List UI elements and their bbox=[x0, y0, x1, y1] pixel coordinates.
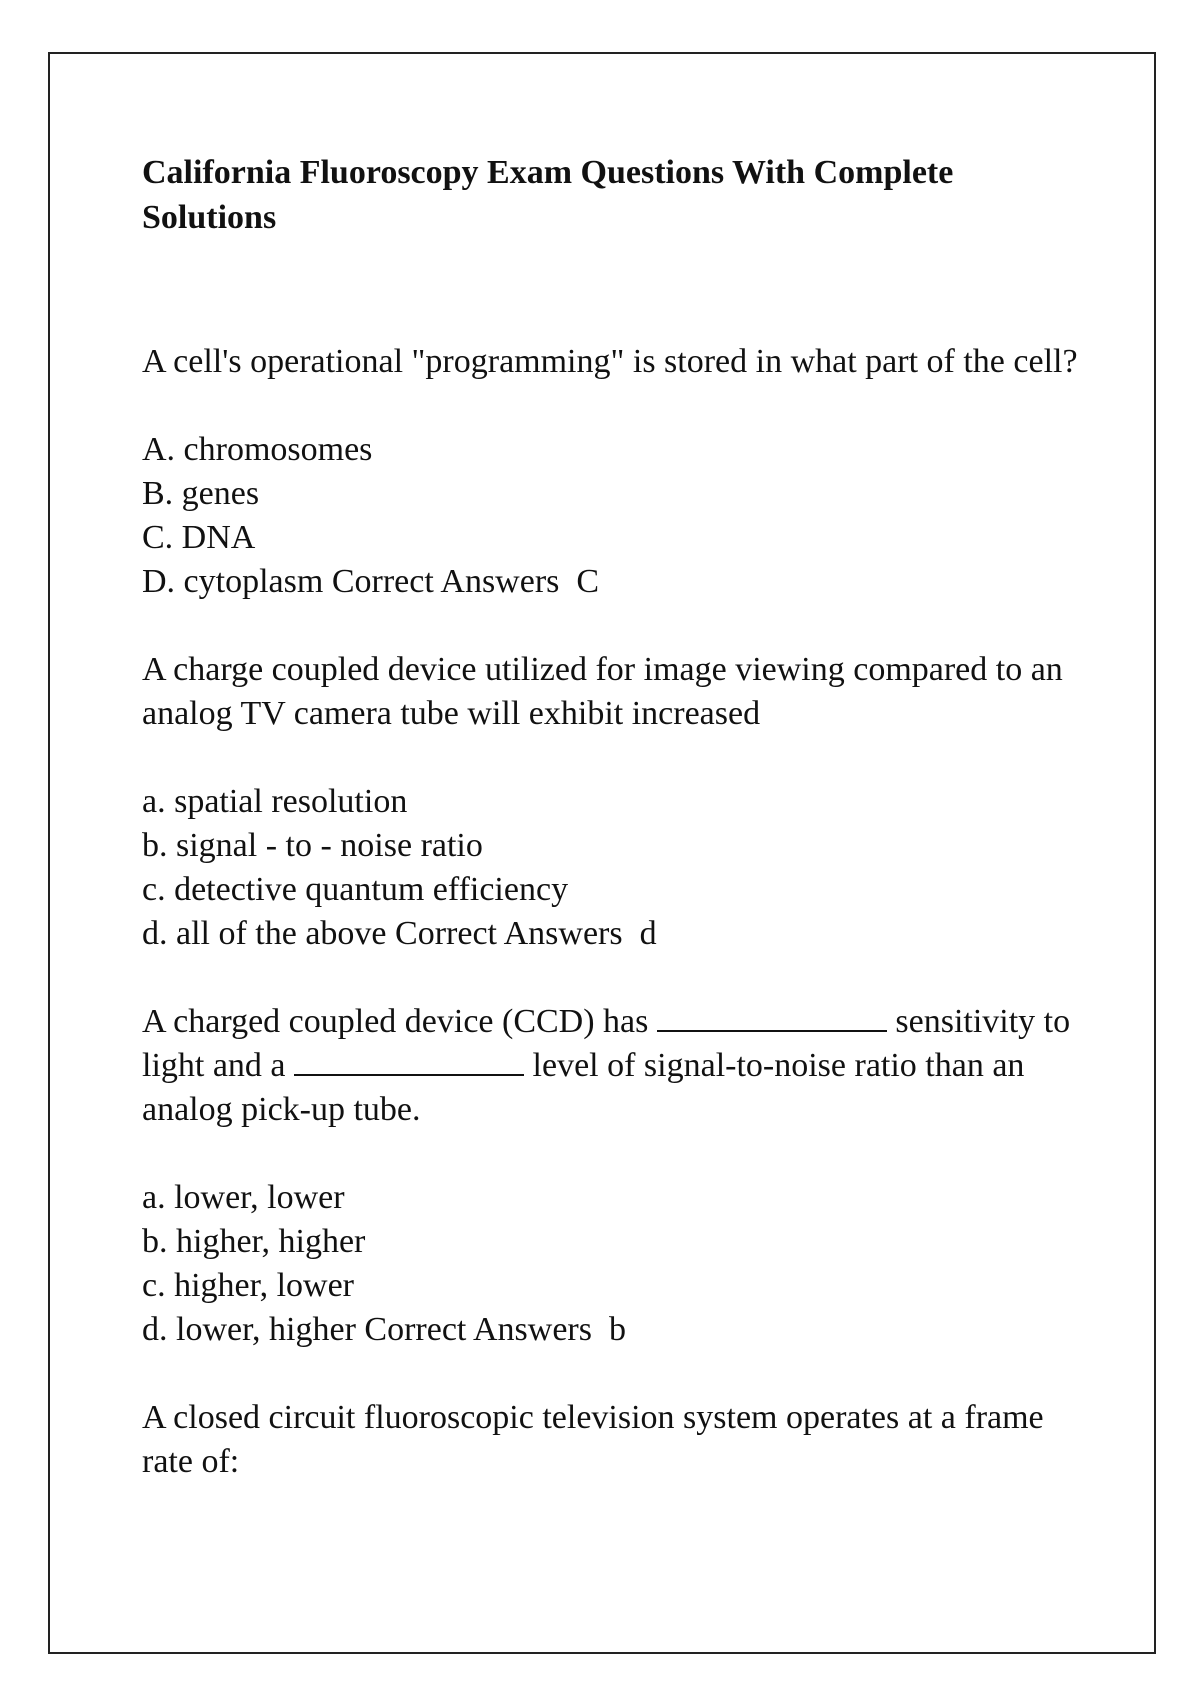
answer-option-a: a. spatial resolution bbox=[142, 783, 408, 820]
answer-option-d-text: D. cytoplasm bbox=[142, 563, 324, 600]
question-text-part-1: A charged coupled device (CCD) has bbox=[142, 1003, 649, 1040]
correct-answer-value: b bbox=[608, 1311, 626, 1348]
answer-option-b: b. signal - to - noise ratio bbox=[142, 827, 483, 864]
answer-option-c: c. higher, lower bbox=[142, 1267, 355, 1304]
question-text: A cell's operational "programming" is stored in what part of the cell? bbox=[142, 343, 1078, 380]
question-text-part-2: sensitivity to light and a bbox=[142, 1003, 1071, 1084]
answer-option-a: A. chromosomes bbox=[142, 431, 373, 468]
answer-option-b: B. genes bbox=[142, 475, 260, 512]
answer-option-d bbox=[142, 912, 1082, 956]
answer-option-d-text: d. lower, higher bbox=[142, 1311, 356, 1348]
correct-answer-value: C bbox=[576, 563, 600, 600]
fill-in-blank bbox=[657, 1000, 887, 1032]
document-content bbox=[142, 150, 1082, 1528]
correct-answer-label: Correct Answers bbox=[331, 563, 560, 600]
question-1 bbox=[142, 340, 1082, 604]
answer-option-d bbox=[142, 560, 1082, 604]
question-3 bbox=[142, 1000, 1082, 1352]
question-2 bbox=[142, 648, 1082, 956]
correct-answer-label: Correct Answers bbox=[364, 1311, 592, 1348]
fill-in-blank bbox=[294, 1044, 524, 1076]
question-text: A closed circuit fluoroscopic television system operates at a frame rate of: bbox=[142, 1399, 1044, 1480]
question-text-part-3: level of signal-to-noise ratio than an analog pick-up tube. bbox=[142, 1047, 1025, 1128]
document-title: California Fluoroscopy Exam Questions With Complete Solutions bbox=[142, 154, 954, 236]
answer-option-b: b. higher, higher bbox=[142, 1223, 366, 1260]
correct-answer-label: Correct Answers bbox=[395, 915, 623, 952]
answer-option-d bbox=[142, 1308, 1082, 1352]
answer-option-a: a. lower, lower bbox=[142, 1179, 345, 1216]
question-text: A charge coupled device utilized for image viewing compared to an analog TV camera tube will exhibit increased bbox=[142, 651, 1063, 732]
answer-option-d-text: d. all of the above bbox=[142, 915, 387, 952]
correct-answer-value: d bbox=[639, 915, 657, 952]
question-text bbox=[142, 1000, 1082, 1132]
question-4 bbox=[142, 1396, 1082, 1484]
answer-option-c: c. detective quantum efficiency bbox=[142, 871, 569, 908]
answer-option-c: C. DNA bbox=[142, 519, 256, 556]
